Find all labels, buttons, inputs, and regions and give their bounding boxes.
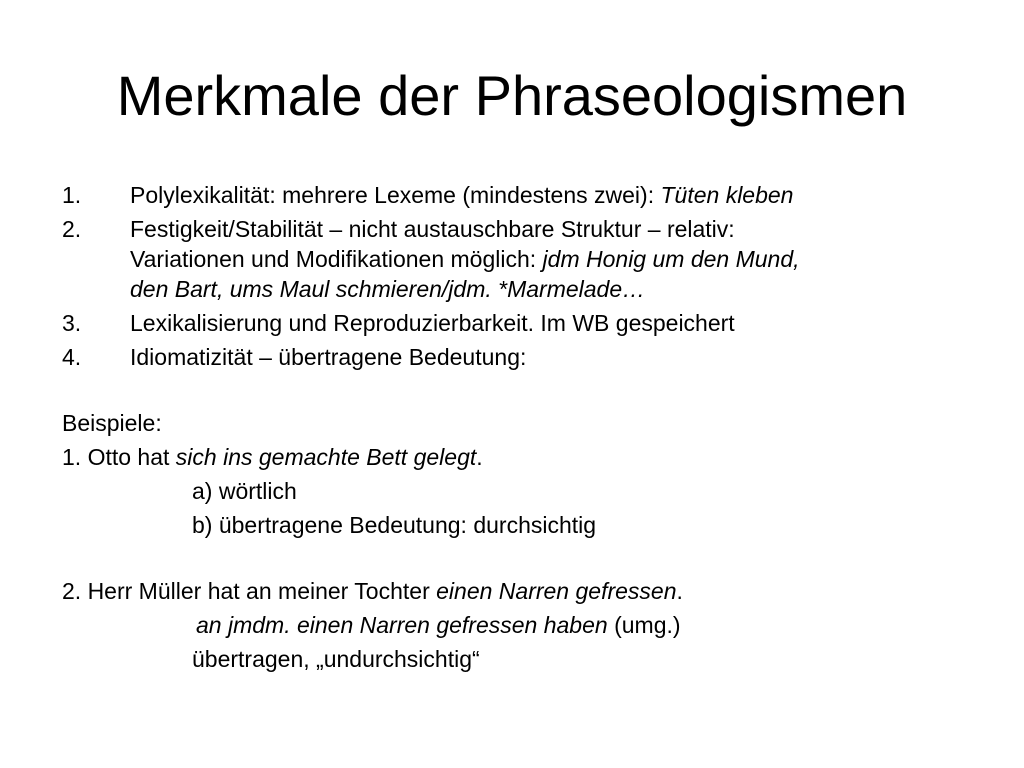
slide-body: [62, 180, 982, 678]
example-punct: .: [476, 444, 483, 470]
list-text: Variationen und Modifikationen möglich:: [130, 246, 543, 272]
example-idiom: sich ins gemachte Bett gelegt: [175, 444, 477, 470]
example-idiom: an jmdm. einen Narren gefressen haben: [196, 612, 608, 638]
example-1: [62, 442, 982, 472]
list-number: 2.: [62, 216, 82, 242]
list-text: Festigkeit/Stabilität – nicht austauschbare Struktur – relativ:: [130, 216, 735, 242]
example-2: [62, 576, 982, 606]
list-example: jdm Honig um den Mund,: [542, 246, 800, 272]
list-example: den Bart, ums Maul schmieren/jdm. *Marmelade…: [130, 276, 646, 302]
feature-list: [62, 180, 982, 372]
example-text: 1. Otto hat: [62, 444, 176, 470]
list-item: [62, 180, 982, 210]
list-text: Lexikalisierung und Reproduzierbarkeit. Im WB gespeichert: [130, 310, 735, 336]
example-text: 2. Herr Müller hat an meiner Tochter: [62, 578, 437, 604]
example-idiom: einen Narren gefressen: [436, 578, 677, 604]
list-text: Idiomatizität – übertragene Bedeutung:: [130, 344, 527, 370]
list-example: Tüten kleben: [660, 182, 794, 208]
list-item: [62, 342, 982, 372]
list-item: [62, 308, 982, 338]
examples-heading: Beispiele:: [62, 410, 162, 436]
list-item: [62, 214, 982, 304]
list-number: 1.: [62, 182, 82, 208]
list-text: Polylexikalität: mehrere Lexeme (mindestens zwei):: [130, 182, 661, 208]
slide-title: Merkmale der Phraseologismen: [116, 64, 908, 127]
example-1-b: b) übertragene Bedeutung: durchsichtig: [192, 512, 597, 538]
example-register: (umg.): [607, 612, 681, 638]
example-punct: .: [676, 578, 683, 604]
list-number: 4.: [62, 344, 82, 370]
example-1-a: a) wörtlich: [192, 478, 297, 504]
example-2-idiom-line: [62, 610, 982, 640]
list-number: 3.: [62, 310, 82, 336]
example-2-meaning: übertragen, „undurchsichtig“: [192, 646, 480, 672]
